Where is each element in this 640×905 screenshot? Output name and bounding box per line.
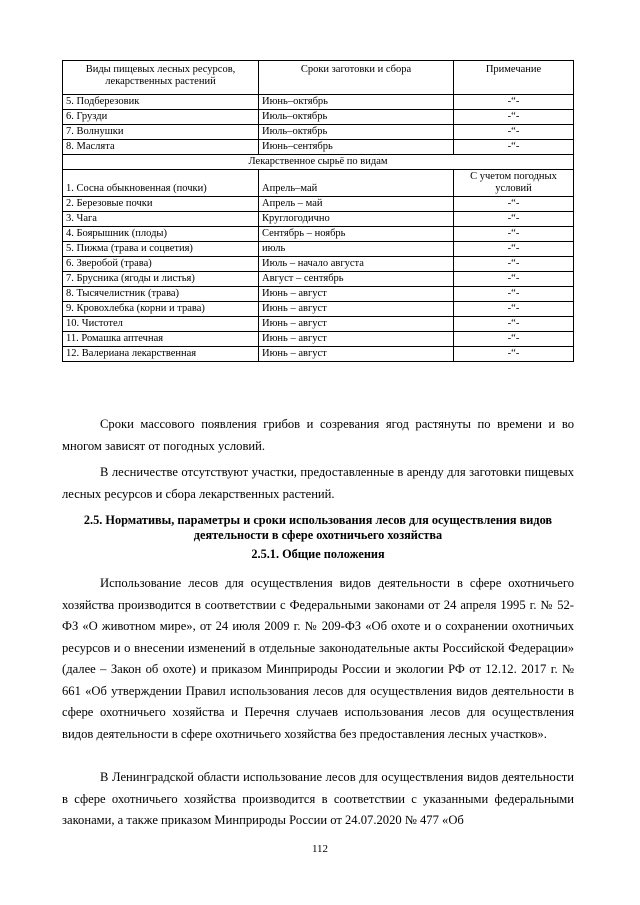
table-cell: -“- [454, 317, 574, 332]
table-cell: -“- [454, 287, 574, 302]
paragraph-legal-basis: Использование лесов для осуществления видов деятельности в сфере охотничьего хозяйства производится в соответствии с Федеральными законами от 24 апреля 1995 г. № 52-ФЗ «О животном мире», от 24 июля 2009 г. № 209-ФЗ «Об охоте и о сохранении охотничьих ресурсов и о внесении изменений в отдельные законодательные акты Российской Федерации» (далее – Закон об охоте) и приказом Минприроды России и экологии РФ от 12.12. 2017 г. № 661 «Об утверждении Правил использования лесов для осуществления видов деятельности в сфере охотничьего хозяйства и Перечня случаев использования лесов для осуществления видов деятельности в сфере охотничьего хозяйства без предоставления лесных участков». [62, 576, 574, 741]
table-cell: Июнь – август [259, 317, 454, 332]
table-cell: 8. Тысячелистник (трава) [63, 287, 259, 302]
table-cell: -“- [454, 110, 574, 125]
section-row [63, 155, 574, 170]
table-cell: Июнь – август [259, 287, 454, 302]
table-cell: -“- [454, 212, 574, 227]
table-row [63, 332, 574, 347]
table-cell: С учетом погодных условий [454, 170, 574, 197]
table-cell: -“- [454, 227, 574, 242]
section-title: Лекарственное сырьё по видам [63, 155, 574, 170]
table-cell: Круглогодично [259, 212, 454, 227]
table-header-cell: Сроки заготовки и сбора [259, 61, 454, 95]
table-cell: -“- [454, 347, 574, 362]
table-cell: 7. Волнушки [63, 125, 259, 140]
table-row [63, 317, 574, 332]
paragraph-leningrad: В Ленинградской области использование лесов для осуществления видов деятельности в сфере охотничьего хозяйства производится в соответствии с указанными федеральными законами, а также приказом Минприроды России от 24.07.2020 № 477 «Об [62, 770, 574, 827]
table-header-cell: Примечание [454, 61, 574, 95]
table-cell: Июнь–сентябрь [259, 140, 454, 155]
paragraph-lease: В лесничестве отсутствуют участки, предоставленные в аренду для заготовки пищевых лесных ресурсов и сбора лекарственных растений. [62, 465, 574, 501]
table-cell: -“- [454, 332, 574, 347]
section-heading: 2.5. Нормативы, параметры и сроки использования лесов для осуществления видов деятельности в сфере охотничьего хозяйства [83, 513, 553, 542]
table-cell: Июнь – август [259, 347, 454, 362]
page-number: 112 [311, 843, 329, 855]
table-cell: Июнь – август [259, 302, 454, 317]
table-cell: 8. Маслята [63, 140, 259, 155]
table-cell: Июнь – август [259, 332, 454, 347]
table-header-cell: Виды пищевых лесных ресурсов, лекарственных растений [63, 61, 259, 95]
table-cell: Июль–октябрь [259, 110, 454, 125]
subsection-heading: 2.5.1. Общие положения [251, 547, 385, 561]
table-row [63, 272, 574, 287]
table-row [63, 227, 574, 242]
table-row [63, 140, 574, 155]
table-row [63, 302, 574, 317]
table-cell: 3. Чага [63, 212, 259, 227]
table-cell: Июль – начало августа [259, 257, 454, 272]
table-cell: Июнь–октябрь [259, 95, 454, 110]
table-row [63, 347, 574, 362]
table-cell: 7. Брусника (ягоды и листья) [63, 272, 259, 287]
table-cell: 12. Валериана лекарственная [63, 347, 259, 362]
table-cell: -“- [454, 257, 574, 272]
table-row [63, 257, 574, 272]
table-cell: Август – сентябрь [259, 272, 454, 287]
table-row [63, 197, 574, 212]
table-cell: 5. Пижма (трава и соцветия) [63, 242, 259, 257]
table-row [63, 212, 574, 227]
table-cell: -“- [454, 125, 574, 140]
table-row [63, 287, 574, 302]
food-rows [63, 95, 574, 155]
table-cell: -“- [454, 242, 574, 257]
table-row [63, 95, 574, 110]
table-cell: 5. Подберезовик [63, 95, 259, 110]
table-row [63, 125, 574, 140]
medicinal-rows [63, 170, 574, 362]
table-cell: 9. Кровохлебка (корни и трава) [63, 302, 259, 317]
table-cell: 6. Грузди [63, 110, 259, 125]
table-cell: -“- [454, 140, 574, 155]
table-cell: июль [259, 242, 454, 257]
table-cell: Сентябрь – ноябрь [259, 227, 454, 242]
table-cell: -“- [454, 302, 574, 317]
table-row [63, 242, 574, 257]
table-row [63, 170, 574, 197]
table-row [63, 110, 574, 125]
table-cell: Апрель – май [259, 197, 454, 212]
table-cell: 11. Ромашка аптечная [63, 332, 259, 347]
section-row-group [63, 155, 574, 170]
table-cell: Июль–октябрь [259, 125, 454, 140]
table-cell: 1. Сосна обыкновенная (почки) [63, 170, 259, 197]
table-cell: 6. Зверобой (трава) [63, 257, 259, 272]
table-cell: Апрель–май [259, 170, 454, 197]
table-cell: -“- [454, 197, 574, 212]
table-cell: 10. Чистотел [63, 317, 259, 332]
table-cell: -“- [454, 272, 574, 287]
resources-table [62, 60, 574, 362]
table-cell: 4. Боярышник (плоды) [63, 227, 259, 242]
table-header-row [63, 61, 574, 95]
table-cell: 2. Березовые почки [63, 197, 259, 212]
paragraph-mushrooms: Сроки массового появления грибов и созревания ягод растянуты по времени и во многом зависят от погодных условий. [62, 417, 574, 453]
table-cell: -“- [454, 95, 574, 110]
